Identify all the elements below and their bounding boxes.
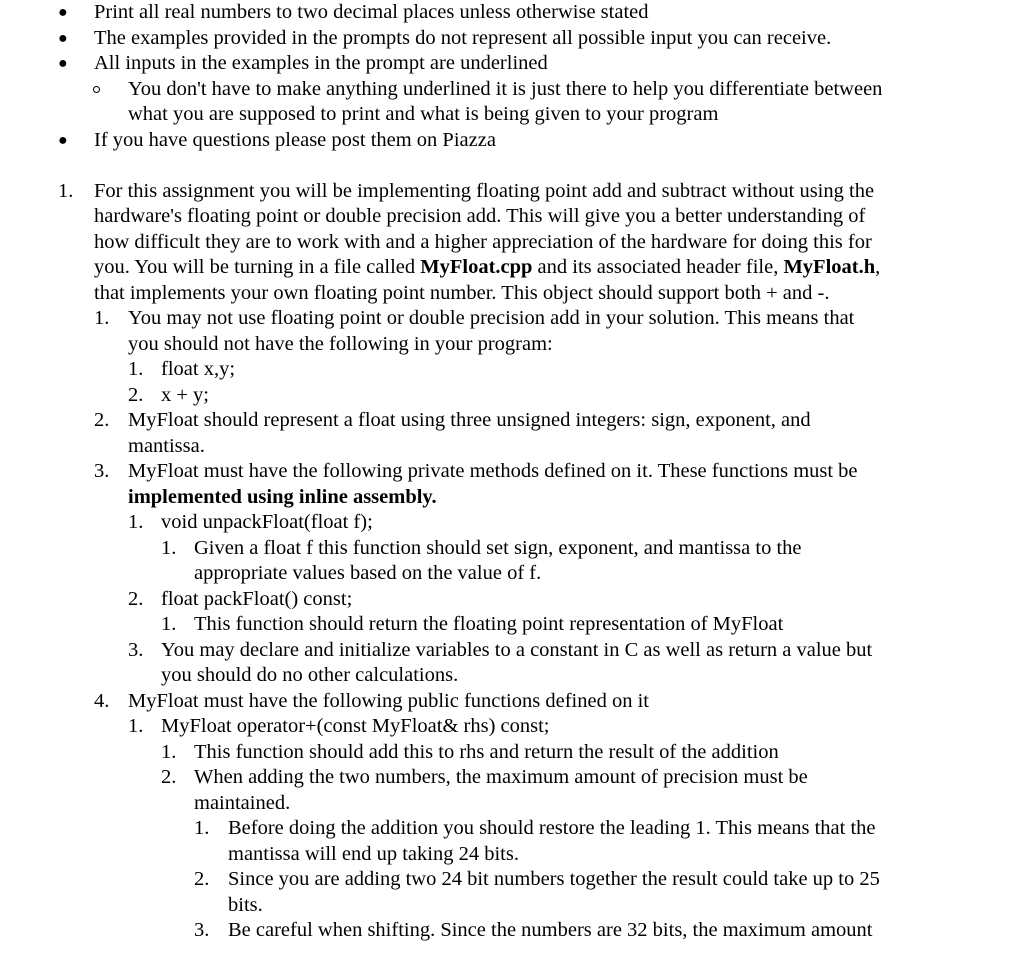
- list-number: 3.: [128, 638, 144, 661]
- paragraph-line: Be careful when shifting. Since the numbers are 32 bits, the maximum amount: [228, 919, 873, 941]
- code-line: x + y;: [161, 383, 210, 406]
- list-number: 1.: [161, 536, 177, 559]
- list-number: 2.: [128, 383, 144, 406]
- bullet-dot: ●: [58, 55, 68, 72]
- paragraph-line: bits.: [228, 893, 263, 916]
- list-number: 2.: [128, 587, 144, 610]
- bullet-text: The examples provided in the prompts do not represent all possible input you can receive.: [94, 26, 832, 49]
- paragraph-line: MyFloat should represent a float using three unsigned integers: sign, exponent, and: [128, 409, 811, 431]
- bullet-text: If you have questions please post them on Piazza: [94, 128, 496, 151]
- list-number: 2.: [194, 868, 210, 890]
- paragraph-line: you should not have the following in your program:: [128, 332, 553, 355]
- paragraph-line: You may declare and initialize variables to a constant in C as well as return a value but: [161, 638, 873, 661]
- paragraph-line: that implements your own floating point number. This object should support both + and -.: [94, 281, 830, 304]
- paragraph-line: you should do no other calculations.: [161, 664, 459, 686]
- paragraph-line: You may not use floating point or double precision add in your solution. This means that: [128, 307, 855, 329]
- list-number: 4.: [94, 689, 110, 712]
- list-number: 1.: [94, 307, 110, 329]
- code-line: MyFloat operator+(const MyFloat& rhs) const;: [161, 715, 550, 737]
- list-number: 1.: [128, 358, 144, 380]
- list-number: 2.: [94, 409, 110, 431]
- paragraph-line: Since you are adding two 24 bit numbers together the result could take up to 25: [228, 868, 880, 890]
- paragraph-line: maintained.: [194, 791, 291, 814]
- sub-bullet-text: You don't have to make anything underlined it is just there to help you differentiate between: [128, 77, 883, 100]
- list-number: 1.: [128, 715, 144, 737]
- text-run: ,: [875, 256, 881, 278]
- paragraph-line: Given a float f this function should set sign, exponent, and mantissa to the: [194, 536, 802, 559]
- bullet-dot: ●: [58, 4, 68, 21]
- sub-bullet-text: what you are supposed to print and what is being given to your program: [128, 103, 719, 125]
- filename-cpp: MyFloat.cpp: [420, 256, 533, 278]
- list-number: 3.: [94, 460, 110, 482]
- paragraph-line: mantissa will end up taking 24 bits.: [228, 842, 519, 865]
- sub-bullet-circle: [93, 86, 100, 93]
- bullet-dot: ●: [58, 131, 68, 149]
- list-number: 2.: [161, 766, 177, 788]
- code-line: void unpackFloat(float f);: [161, 511, 373, 533]
- list-number: 1.: [161, 613, 177, 635]
- code-line: float x,y;: [161, 358, 236, 380]
- list-number: 3.: [194, 919, 210, 941]
- list-number: 1.: [58, 179, 74, 202]
- filename-header: MyFloat.h: [783, 256, 876, 278]
- emphasis-text: implemented using inline assembly.: [128, 485, 437, 508]
- bullet-text: Print all real numbers to two decimal places unless otherwise stated: [94, 1, 649, 23]
- text-run: you. You will be turning in a file called: [94, 256, 421, 278]
- paragraph-line: hardware's floating point or double precision add. This will give you a better understanding of: [94, 205, 866, 227]
- paragraph-line: how difficult they are to work with and a higher appreciation of the hardware for doing this for: [94, 230, 872, 253]
- paragraph-line: mantissa.: [128, 434, 205, 457]
- paragraph-line: Before doing the addition you should restore the leading 1. This means that the: [228, 817, 876, 839]
- list-number: 1.: [161, 740, 177, 763]
- code-line: float packFloat() const;: [161, 587, 353, 610]
- paragraph-line: [128, 485, 437, 511]
- bullet-dot: ●: [58, 29, 68, 47]
- paragraph-line: This function should add this to rhs and return the result of the addition: [194, 740, 779, 763]
- paragraph-line: [94, 255, 880, 281]
- list-number: 1.: [128, 511, 144, 533]
- list-number: 1.: [194, 817, 210, 839]
- paragraph-line: MyFloat must have the following public functions defined on it: [128, 689, 649, 712]
- paragraph-line: This function should return the floating point representation of MyFloat: [194, 613, 784, 635]
- text-run: and its associated header file,: [532, 256, 784, 278]
- paragraph-line: appropriate values based on the value of f.: [194, 562, 542, 584]
- paragraph-line: MyFloat must have the following private methods defined on it. These functions must be: [128, 460, 858, 482]
- paragraph-line: For this assignment you will be implementing floating point add and subtract without using the: [94, 179, 875, 202]
- paragraph-line: When adding the two numbers, the maximum amount of precision must be: [194, 766, 808, 788]
- bullet-text: All inputs in the examples in the prompt are underlined: [94, 52, 548, 74]
